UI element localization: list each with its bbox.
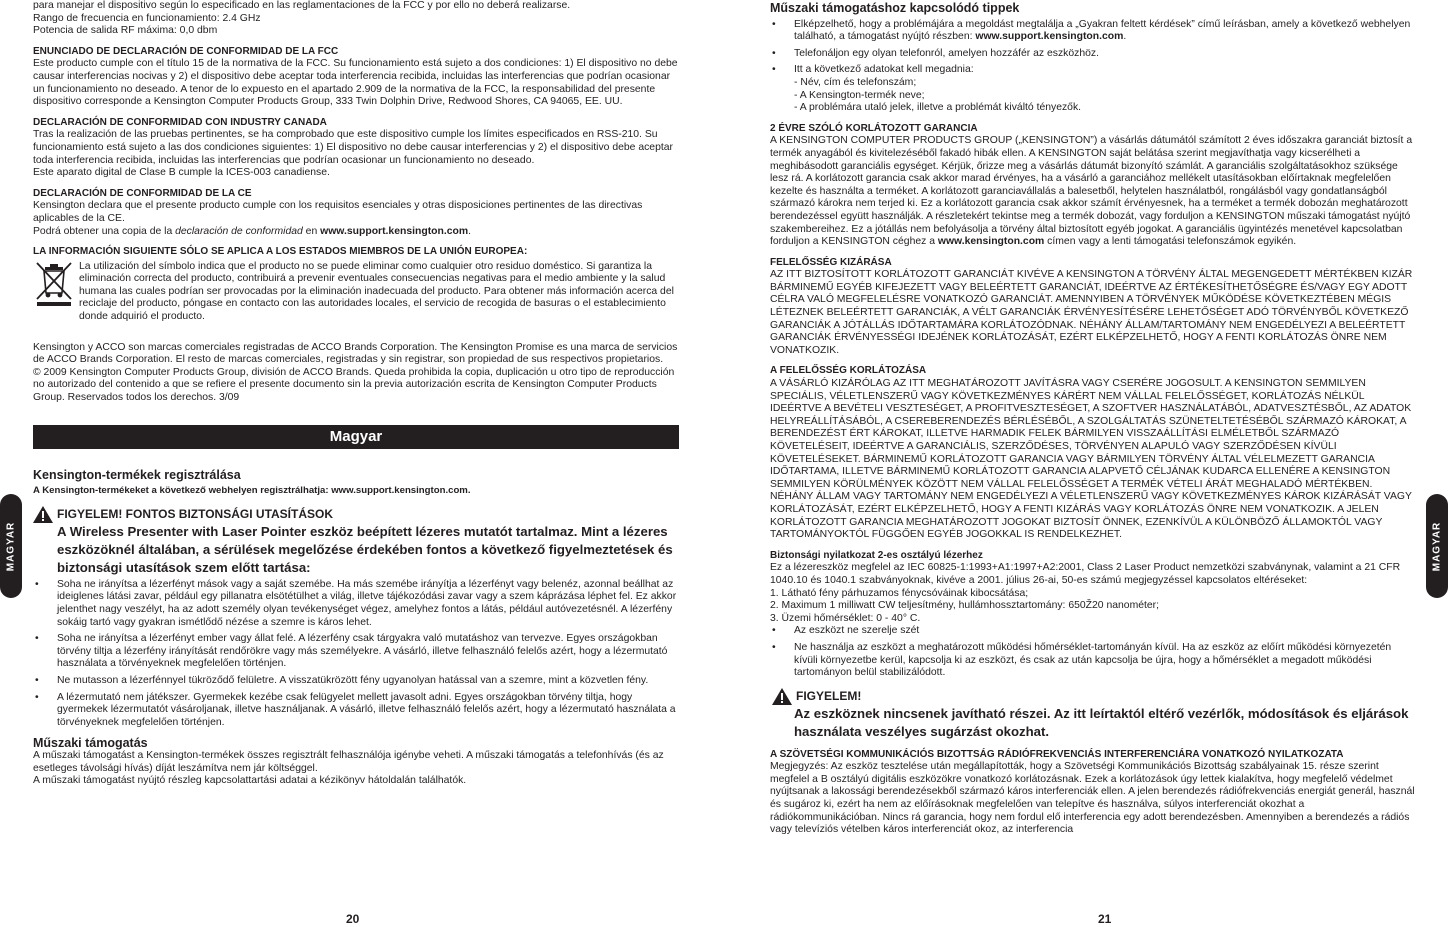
- list-item: • Ne használja az eszközt a meghatározott működési hőmérséklet-tartományán kívül. Ha az eszköz az előírt működési környezetén kívüli környezetbe kerül, kapcsolja ki az eszközt, és csak az után kapcsolja be újra, hogy a hőmérséklet a megadott működési tartományon belül stabilizálódott.: [770, 642, 1416, 680]
- language-bar: Magyar: [33, 425, 679, 449]
- right-page: [770, 0, 1416, 837]
- weee-bin-icon: [33, 261, 75, 307]
- warranty-text: A KENSINGTON COMPUTER PRODUCTS GROUP („KENSINGTON”) a vásárlás dátumától számított 2 éves időszakra garanciát biztosít a termék anyagából és kivitelezéséből fakadó hibák ellen. A KENSINGTON saját belátása szerint megjavíthatja vagy kicserélheti a meghibásodott garanciális egységet. Kérjük, őrizze meg a vásárlás dátumát bizonyító számlát. A garanciális szolgáltatásokhoz szüksége lesz rá. A korlátozott garancia csak akkor marad érvényes, ha a vásárló a garanciához mellékelt utasításokban előírtaknak megfelelően kezelte és használta a terméket. A korlátozott garanciavállalás a balesetből, helytelen használatból, rongálásból vagy gondatlanságból származó károkra nem terjed ki. Ez a korlátozott garancia csak akkor számít érvényesnek, ha a terméket a termék dobozán meghatározott berendezéssel együtt használják. A részletekért tekintse meg a termék dobozát, vagy forduljon a KENSINGTON műszaki támogatást nyújtó szakembereihez. Ez a jótállás nem befolyásolja a törvény által biztosított egyéb jogokat. A garanciális ügyintézés menetével kapcsolatban forduljon a KENSINGTON céghez a www.kensington.com címen vagy a lenti támogatási telefonszámok egyikén.: [770, 135, 1413, 248]
- kensington-link[interactable]: www.kensington.com: [937, 236, 1045, 248]
- list-item: • Soha ne irányítsa a lézerfényt ember vagy állat felé. A lézerfény csak tárgyakra való mutatáshoz van tervezve. Egyes országokban törvény tiltja a lézerfény irányítását rendőrökre vagy más személyekre. A vásárló, illetve felhasználó felelős azért, hogy a lézermutató használata a törvényeknek megfelelően történjen.: [33, 633, 679, 671]
- warranty-title: 2 ÉVRE SZÓLÓ KORLÁTOZOTT GARANCIA: [770, 122, 978, 134]
- fcc-title: ENUNCIADO DE DECLARACIÓN DE CONFORMIDAD DE LA FCC: [33, 45, 339, 57]
- copyright-text: © 2009 Kensington Computer Products Group, división de ACCO Brands. Queda prohibida la copia, duplicación u otro tipo de reproducción no autorizado del contenido a que se refiere el presente documento sin la previa autorización escrita de Kensington Computer Products Group. Reservados todos los derechos. 3/09: [33, 366, 675, 404]
- disclaimer-text: AZ ITT BIZTOSÍTOTT KORLÁTOZOTT GARANCIÁT KIVÉVE A KENSINGTON A TÖRVÉNY ÁLTAL MEGENGEDETT MÉRTÉKBEN KIZÁR BÁRMINEMŰ EGYÉB KIFEJEZETT VAGY BELEÉRTETT GARANCIÁT, IDEÉRTVE AZ ÉRTÉKESÍTHETŐSÉGRE ÉS/VAGY EGY ADOTT CÉLRA VALÓ MEGFELELÉSRE VONATKOZÓ GARANCIÁT. AMENNYIBEN A TÖRVÉNYEK MŰKÖDÉSE KÖVETKEZTÉBEN MÉGIS LÉTEZNEK BELEÉRTETT GARANCIÁK, A VÉLT GARANCIÁK ÉRVÉNYESÍTÉSÉRE LEHETŐSÉGET ADÓ TÖRVÉNYBŐL KÖVETKEZŐ GARANCIÁK A JÓTÁLLÁS IDŐTARTAMÁRA KORLÁTOZÓDNAK. NÉHÁNY ÁLLAM/TARTOMÁNY NEM ENGEDÉLYEZI A BELEÉRTETT GARANCIÁK ÉRVÉNYESSÉGI IDEJÉNEK KORLÁTOZÁSÁT, EZÉRT ELKÉPZELHETŐ, HOGY A FENTI KORLÁTOZÁS ÖNRE NEM VONATKOZIK.: [770, 269, 1413, 356]
- tech-support-title: Műszaki támogatás: [33, 736, 148, 751]
- trademark-text: Kensington y ACCO son marcas comerciales registradas de ACCO Brands Corporation. The Kensington Promise es una marca de servicios de ACCO Brands Corporation. El resto de marcas comerciales, registradas y sin registrar, son propiedad de sus respectivos propietarios.: [33, 341, 678, 366]
- fcc-hu-title: A SZÖVETSÉGI KOMMUNIKÁCIÓS BIZOTTSÁG RÁDIÓFREKVENCIÁS INTERFERENCIÁRA VONATKOZÓ NYILATKOZATA: [770, 748, 1344, 760]
- laser-item: 2. Maximum 1 milliwatt CW teljesítmény, hullámhossztartomány: 650Ž20 nanométer;: [770, 600, 1160, 612]
- intro-line: para manejar el dispositivo según lo especificado en las reglamentaciones de la FCC y por ello no deberá realizarse.: [33, 0, 571, 11]
- repair-warning-body: Az eszköznek nincsenek javítható részei. Az itt leírtaktól eltérő vezérlők, módosítások és eljárások használata veszélyes sugárzást okozhat.: [794, 705, 1409, 739]
- safety-warning-body: A Wireless Presenter with Laser Pointer eszköz beépített lézeres mutatót tartalmaz. Mint a lézeres eszközöknél általában, a sérülések megelőzése érdekében fontos a következő figyelmeztetések és biztonsági utasítások szem előtt tartása:: [57, 523, 673, 575]
- list-item: • Elképzelhető, hogy a problémájára a megoldást megtalálja a „Gyakran feltett kérdések” című leírásban, amely a következő webhelyen található, a támogatást nyújtó részben: www.support.kensington.com.: [770, 19, 1416, 44]
- list-item: • Az eszközt ne szerelje szét: [770, 625, 1416, 638]
- fcc-text: Este producto cumple con el título 15 de la normativa de la FCC. Su funcionamiento está sujeto a dos condiciones: 1) El dispositivo no debe causar interferencias nocivas y 2) el dispositivo debe aceptar toda interferencia recibida, incluidas las interferencias que podrían ocasionar un funcionamiento no deseado. A tenor de lo expuesto en el apartado 2.909 de la normativa de la FCC, la responsabilidad del presente dispositivo corresponde a Kensington Computer Products Group, 333 Twin Dolphin Drive, Redwood Shores, CA 94065, EE. UU.: [33, 58, 678, 108]
- tech-support-text-2: A műszaki támogatást nyújtó részleg kapcsolattartási adatai a kézikönyv hátoldalán találhatók.: [33, 775, 467, 787]
- warning-triangle-icon: [772, 688, 792, 705]
- list-item: • Soha ne irányítsa a lézerfényt mások vagy a saját szemébe. Ha más szemébe irányítja a lézerfényt vagy belenéz, azonnal beállhat az ideiglenes látási zavar, például egy pillanatra elsötétülhet a világ, illetve tájékozódási zavar vagy a szem káprázása léphet fel. Ez akkor jelenthet nagy veszélyt, ha az adott személy olyan tevékenységet végez, amelyhez fontos a látás, például autóvezetésnél. A lézerfény sokáig tartó vagy gyakran ismétlődő nézése a szemre is káros lehet.: [33, 579, 679, 629]
- tech-support-text: A műszaki támogatást a Kensington-termékek összes regisztrált felhasználója igénybe veheti. A műszaki támogatás a telefonhívás (és az esetleges távolsági hívás) díját leszámítva nem jár költséggel.: [33, 749, 664, 774]
- page-number-right: 21: [1098, 912, 1112, 926]
- safety-list: [33, 579, 679, 730]
- list-item: • Telefonáljon egy olyan telefonról, amelyen hozzáfér az eszközhöz.: [770, 48, 1416, 61]
- ce-text-2: Podrá obtener una copia de la declaración de conformidad en www.support.kensington.com.: [33, 225, 471, 237]
- tips-title: Műszaki támogatáshoz kapcsolódó tippek: [770, 1, 1020, 15]
- repair-warning-header: FIGYELEM!: [770, 688, 1416, 705]
- laser-item: 3. Üzemi hőmérséklet: 0 - 40° C.: [770, 612, 921, 624]
- ce-doc-name: declaración de conformidad: [175, 225, 303, 237]
- list-item: • Ne mutasson a lézerfénnyel tükröződő felületre. A visszatükrözött fény ugyanolyan hatással van a szemre, mint a közvetlen fény.: [33, 675, 679, 688]
- ce-title: DECLARACIÓN DE CONFORMIDAD DE LA CE: [33, 187, 252, 199]
- side-tab-left: MAGYAR: [0, 494, 22, 598]
- ic-title: DECLARACIÓN DE CONFORMIDAD CON INDUSTRY CANADA: [33, 116, 327, 128]
- eu-title: LA INFORMACIÓN SIGUIENTE SÓLO SE APLICA A LOS ESTADOS MIEMBROS DE LA UNIÓN EUROPEA:: [33, 246, 528, 258]
- registration-text: A Kensington-termékeket a következő webhelyen regisztrálhatja: www.support.kensington.com.: [33, 485, 471, 497]
- laser-bullets: [770, 625, 1416, 679]
- registration-title: Kensington-termékek regisztrálása: [33, 467, 241, 482]
- disclaimer-title: FELELŐSSÉG KIZÁRÁSA: [770, 256, 892, 268]
- ic-text: Tras la realización de las pruebas pertinentes, se ha comprobado que este dispositivo cumple los límites especificados en RSS-210. Su funcionamiento está sujeto a las dos condiciones siguientes: 1) El dispositivo no debe causar interferencias y 2) el dispositivo debe aceptar toda interferencia recibida, incluidas las interferencias que podrían ocasionar un funcionamiento no deseado.: [33, 129, 673, 166]
- page-number-left: 20: [346, 912, 360, 926]
- eu-text: La utilización del símbolo indica que el producto no se puede eliminar como cualquier otro residuo doméstico. Si garantiza la eliminación correcta del producto, contribuirá a prevenir eventuales consecuencias negativas para el medio ambiente y la salud humana las cuales podrían ser provocadas por la eliminación inadecuada del producto. Para obtener más información acerca del reciclaje del producto, póngase en contacto con las autoridades locales, el servicio de recogida de basuras o el establecimiento donde adquirió el producto.: [79, 260, 674, 323]
- laser-item: 1. Látható fény párhuzamos fénycsóváinak kibocsátása;: [770, 587, 1029, 599]
- laser-title: Biztonsági nyilatkozat 2-es osztályú lézerhez: [770, 549, 983, 561]
- list-item: • A lézermutató nem játékszer. Gyermekek kezébe csak felügyelet mellett javasolt adni. Egyes országokban törvény tiltja, hogy gyermekek lézermutatót vásároljanak, illetve használjanak. A vásárló, illetve felhasználó felelős azért, hogy a lézermutató használata a törvényeknek megfelelően történjen.: [33, 692, 679, 730]
- side-tab-right: MAGYAR: [1426, 494, 1448, 598]
- liability-title: A FELELŐSSÉG KORLÁTOZÁSA: [770, 365, 927, 377]
- list-item: • Itt a következő adatokat kell megadnia: - Név, cím és telefonszám; - A Kensington-termék neve; - A problémára utaló jelek, illetve a problémát kiváltó tényezők.: [770, 64, 1416, 114]
- warning-triangle-icon: [33, 506, 53, 523]
- support-link[interactable]: www.support.kensington.com: [975, 31, 1124, 43]
- ce-text: Kensington declara que el presente producto cumple con los requisitos esenciales y otras disposiciones pertinentes de las directivas aplicables de la CE.: [33, 200, 643, 224]
- safety-warning-header: FIGYELEM! FONTOS BIZTONSÁGI UTASÍTÁSOK: [33, 506, 679, 523]
- fcc-hu-text: Megjegyzés: Az eszköz tesztelése után megállapították, hogy a Szövetségi Kommunikációs Bizottság szabályainak 15. része szerint megfelel a B osztályú digitális eszközökre vonatkozó korlátozásnak. Ezek a korlátozások úgy lettek kialakítva, hogy megfelelő védelmet nyújtsanak a lakossági berendezésekből származó káros interferenciák ellen. A jelen berendezés rádiófrekvenciás energiát generál, használ és sugároz ki, ezért ha nem az előírásoknak megfelelően van telepítve és használva, súlyos interferenciát okozhat a rádiókommunikációban. Nincs rá garancia, hogy nem fordul elő interferencia egy adott berendezésben. Amennyiben a berendezés a rádiós vagy televíziós vételben káros interferenciát okoz, az interferencia: [770, 761, 1415, 836]
- intro-line: Rango de frecuencia en funcionamiento: 2.4 GHz: [33, 12, 261, 24]
- intro-line: Potencia de salida RF máxima: 0,0 dbm: [33, 25, 218, 37]
- weee-block: [33, 261, 679, 324]
- left-page: [33, 0, 679, 788]
- tips-list: [770, 19, 1416, 115]
- ce-support-link[interactable]: www.support.kensington.com: [320, 225, 469, 237]
- laser-text: Ez a lézereszköz megfelel az IEC 60825-1:1993+A1:1997+A2:2001, Class 2 Laser Product nemzetközi szabványnak, valamint a 21 CFR 1040.10 és 1040.1 szabványoknak, kivéve a 2001. július 26-ai, 50-es számú megjegyzéssel kapcsolatos eltéréseket:: [770, 562, 1401, 586]
- ic-text-2: Este aparato digital de Clase B cumple la ICES-003 canadiense.: [33, 167, 330, 179]
- liability-text: A VÁSÁRLÓ KIZÁRÓLAG AZ ITT MEGHATÁROZOTT JAVÍTÁSRA VAGY CSERÉRE JOGOSULT. A KENSINGTON SEMMILYEN SPECIÁLIS, VÉLETLENSZERŰ VAGY KÖVETKEZMÉNYES KÁRÉRT NEM VÁLLAL FELELŐSSÉGET, KORLÁTOZÁS NÉLKÜL IDEÉRTVE A BEVÉTELI VESZTESÉGET, A PROFITVESZTESÉGET, A SZOFTVER HASZNÁLATÁBÓL, ADATVESZTÉSBŐL, AZ ADATOK HELYREÁLLÍTÁSÁBÓL, A CSEREBERENDEZÉS BÉRLÉSÉBŐL, A SZOLGÁLTATÁS SZÜNETELTETÉSÉBŐL SZÁRMAZÓ KÁROKAT, A BERENDEZÉST ÉRT KÁROKAT, ILLETVE HARMADIK FELEK BÁRMILYEN VISSZAÁLLÍTÁSI ELMÉLETBŐL SZÁRMAZÓ KÖVETELÉSEIT, IDEÉRTVE A GARANCIÁLIS, SZERZŐDÉSES, TÖRVÉNYEN ALAPULÓ VAGY SZERZŐDÉSEN KÍVÜLI KÖVETELÉSEKET. BÁRMINEMŰ KORLÁTOZOTT GARANCIA VAGY BÁRMILYEN TÖRVÉNY ÁLTAL VÉLELMEZETT GARANCIA IDŐTARTAMA, ILLETVE BÁRMINEMŰ KORLÁTOZOTT GARANCIA ALAPVETŐ CÉLJÁNAK KUDARCA ELLENÉRE A KENSINGTON SEMMILYEN KÖRÜLMÉNYEK KÖZÖTT NEM VÁLLAL FELELŐSSÉGET A TERMÉK VÉTELI ÁRÁT MEGHALADÓ MÉRTÉKBEN. NÉHÁNY ÁLLAM VAGY TARTOMÁNY NEM ENGEDÉLYEZI A VÉLETLENSZERŰ VAGY KÖVETKEZMÉNYES KÁROK KIZÁRÁSÁT VAGY KORLÁTOZÁSÁT, EZÉRT ELKÉPZELHETŐ, HOGY A FENTI KIZÁRÁS VAGY KORLÁTOZÁS ÖNRE NEM VONATKOZIK. A JELEN KORLÁTOZOTT GARANCIA MEGHATÁROZOTT JOGOKAT BIZTOSÍT ÖNNEK, EZENKÍVÜL A KÜLÖNBÖZŐ ÁLLAMOKTÓL VAGY TARTOMÁNYOKTÓL FÜGGŐEN EGYÉB JOGOKKAL IS RENDELKEZHET.: [770, 378, 1412, 541]
